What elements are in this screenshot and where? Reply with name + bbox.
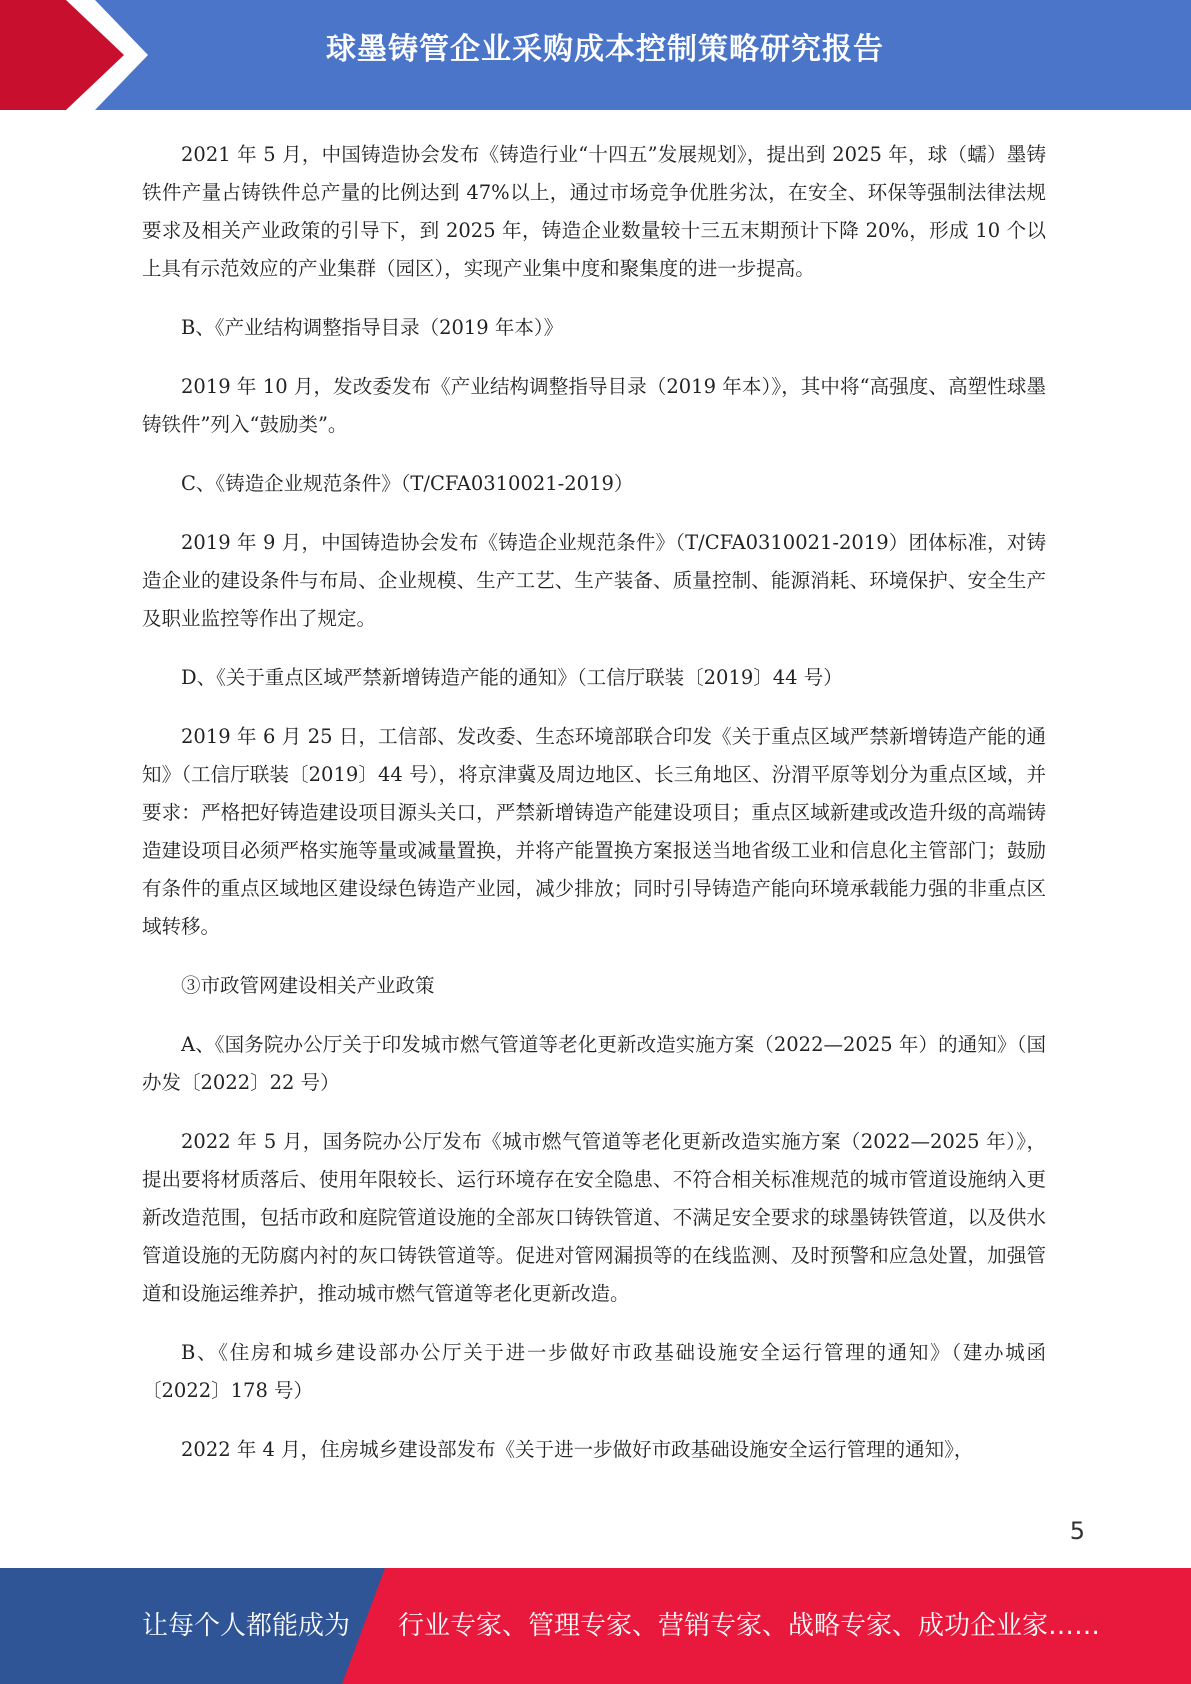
section-heading: ③市政管网建设相关产业政策	[181, 974, 435, 997]
page-header	[0, 0, 1191, 110]
paragraph: 2019 年 6 月 25 日，工信部、发改委、生态环境部联合印发《关于重点区域严禁新增铸造产能的通知》（工信厅联装〔2019〕44 号），将京津冀及周边地区、长三角地区、汾渭平原等划分为重点区域，并要求：严格把好铸造建设项目源头关口，严禁新增铸造产能建设项目；重点区域新建或改造升级的高端铸造建设项目必须严格实施等量或减量置换，并将产能置换方案报送当地省级工业和信息化主管部门；鼓励有条件的重点区域地区建设绿色铸造产业园，减少排放；同时引导铸造产能向环境承载能力强的非重点区域转移。	[142, 725, 1046, 938]
paragraph: 2022 年 4 月，住房城乡建设部发布《关于进一步做好市政基础设施安全运行管理的通知》，	[181, 1438, 974, 1461]
document-body	[142, 136, 1046, 1490]
paragraph: 2019 年 10 月，发改委发布《产业结构调整指导目录（2019 年本）》，其中将“高强度、高塑性球墨铸铁件”列入“鼓励类”。	[142, 375, 1046, 436]
section-heading: B、《住房和城乡建设部办公厅关于进一步做好市政基础设施安全运行管理的通知》（建办城函〔2022〕178 号）	[142, 1341, 1046, 1402]
section-heading: D、《关于重点区域严禁新增铸造产能的通知》（工信厅联装〔2019〕44 号）	[181, 666, 843, 689]
paragraph: 2022 年 5 月，国务院办公厅发布《城市燃气管道等老化更新改造实施方案（2022—2025 年）》，提出要将材质落后、使用年限较长、运行环境存在安全隐患、不符合相关标准规范的城市管道设施纳入更新改造范围，包括市政和庭院管道设施的全部灰口铸铁管道、不满足安全要求的球墨铸铁管道，以及供水管道设施的无防腐内衬的灰口铸铁管道等。促进对管网漏损等的在线监测、及时预警和应急处置，加强管道和设施运维养护，推动城市燃气管道等老化更新改造。	[142, 1130, 1046, 1305]
section-heading: B、《产业结构调整指导目录（2019 年本）》	[181, 316, 564, 339]
paragraph: 2021 年 5 月，中国铸造协会发布《铸造行业“十四五”发展规划》，提出到 2025 年，球（蠕）墨铸铁件产量占铸铁件总产量的比例达到 47%以上，通过市场竞争优胜劣汰，在安全、环保等强制法律法规要求及相关产业政策的引导下，到 2025 年，铸造企业数量较十三五末期预计下降 20%，形成 10 个以上具有示范效应的产业集群（园区），实现产业集中度和聚集度的进一步提高。	[142, 143, 1046, 280]
footer-slogan-left: 让每个人都能成为	[142, 1611, 351, 1641]
document-title: 球墨铸管企业采购成本控制策略研究报告	[326, 32, 884, 67]
section-heading: C、《铸造企业规范条件》（T/CFA0310021-2019）	[181, 472, 634, 495]
page-number: 5	[1069, 1517, 1085, 1545]
footer-slogan-right: 行业专家、管理专家、营销专家、战略专家、成功企业家……	[398, 1611, 1101, 1641]
section-heading: A、《国务院办公厅关于印发城市燃气管道等老化更新改造实施方案（2022—2025 年）的通知》（国办发〔2022〕22 号）	[142, 1033, 1046, 1094]
paragraph: 2019 年 9 月，中国铸造协会发布《铸造企业规范条件》（T/CFA0310021-2019）团体标准，对铸造企业的建设条件与布局、企业规模、生产工艺、生产装备、质量控制、能源消耗、环境保护、安全生产及职业监控等作出了规定。	[142, 531, 1046, 630]
page-footer	[0, 1568, 1191, 1684]
